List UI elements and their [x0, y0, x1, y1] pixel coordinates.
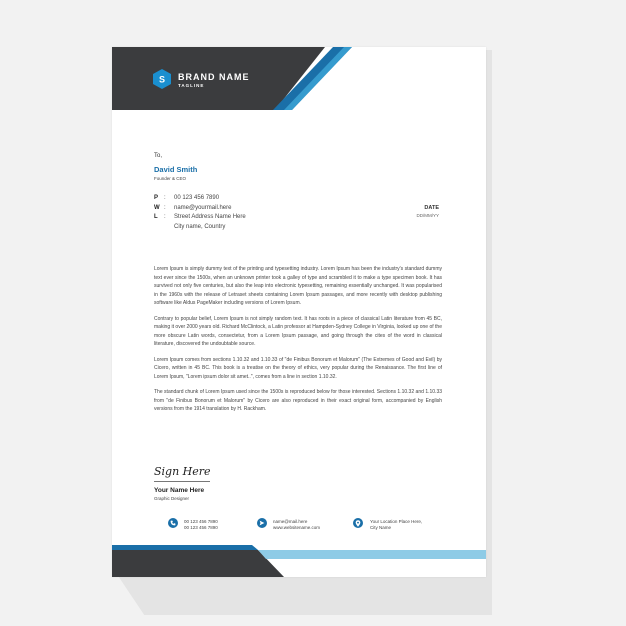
footer-web	[273, 519, 320, 531]
to-label: To,	[154, 153, 163, 159]
recipient-contact-block	[154, 194, 246, 232]
contact-row-city	[154, 223, 246, 233]
footer-email: name@mail.here	[273, 519, 308, 524]
letterhead-page	[112, 47, 486, 577]
footer-location-line1: Your Location Place Here,	[370, 519, 423, 524]
footer-phone-line1: 00 123 456 7890	[184, 519, 218, 524]
date-label: DATE	[424, 205, 439, 211]
contact-value: 00 123 456 7890	[174, 195, 220, 201]
contact-key: P	[154, 195, 159, 201]
footer-location-line2: City Name	[370, 525, 392, 530]
contact-key: L	[154, 214, 158, 220]
signer-name: Your Name Here	[154, 487, 205, 494]
brand-logo-icon	[152, 69, 172, 89]
signature-line	[154, 481, 210, 482]
contact-row-phone: P : 00 123 456 7890	[154, 194, 246, 204]
letter-body	[154, 265, 442, 421]
contact-row-location: L : Street Address Name Here	[154, 213, 246, 223]
signer-role: Graphic Designer	[154, 496, 190, 501]
footer-shapes	[112, 545, 486, 577]
contact-value: Street Address Name Here	[174, 214, 246, 220]
brand-tagline: TAGLINE	[178, 83, 205, 88]
footer-dark-band	[112, 550, 284, 577]
footer-blue-stripe	[112, 545, 258, 550]
footer-website: www.websitename.com	[273, 525, 321, 530]
recipient-name: David Smith	[154, 165, 198, 174]
body-paragraph: Lorem Ipsum comes from sections 1.10.32 and 1.10.33 of "de Finibus Bonorum et Malorum" (The Extremes of Good and Evil) by Cicero, written in 45 BC. This book is a treatise on the theory of ethics, very popular during the Renaissance. The first line of Lorem Ipsum, "Lorem ipsum dolor sit amet..", comes from a line in section 1.10.32.	[154, 356, 442, 380]
contact-row-web: W : name@yourmail.here	[154, 204, 246, 214]
brand-name: BRAND NAME	[178, 72, 250, 82]
footer-phone	[184, 519, 218, 531]
body-paragraph: The standard chunk of Lorem Ipsum used since the 1500s is reproduced below for those interested. Sections 1.10.32 and 1.10.33 from "de Finibus Bonorum et Malorum" by Cicero are also reproduced in their exact original form, accompanied by English versions from the 1914 translation by H. Rackham.	[154, 389, 442, 412]
footer-lightblue-band	[258, 550, 486, 559]
phone-icon	[168, 518, 178, 528]
body-paragraph: Lorem Ipsum is simply dummy text of the printing and typesetting industry. Lorem Ipsum has been the industry's standard dummy text ever since the 1500s, when an unknown printer took a galley of type and scrambled it to make a type specimen book. It has survived not only five centuries, but also the leap into electronic typesetting, remaining essentially unchanged. It was popularised in the 1960s with the release of Letraset sheets containing Lorem Ipsum passages, and more recently with desktop publishing software like Aldus PageMaker including versions of Lorem Ipsum.	[154, 266, 442, 306]
recipient-title: Founder & CEO	[154, 176, 187, 181]
svg-text:S: S	[158, 74, 166, 85]
body-paragraph: Contrary to popular belief, Lorem Ipsum is not simply random text. It has roots in a piece of classical Latin literature from 45 BC, making it over 2000 years old. Richard McClintock, a Latin professor at Hampden-Sydney College in Virginia, looked up one of the more obscure Latin words, consectetur, from a Lorem Ipsum passage, and going through the cites of the word in classical literature, discovered the undoubtable source.	[154, 315, 442, 347]
signature-script: Sign Here	[154, 465, 211, 478]
date-value: DD/MM/YY	[416, 213, 439, 218]
contact-value: City name, Country	[174, 223, 226, 230]
location-pin-icon	[353, 518, 363, 528]
contact-key: W	[154, 204, 160, 211]
send-icon	[257, 518, 267, 528]
footer-phone-line2: 00 123 456 7890	[184, 525, 218, 530]
contact-value: name@yourmail.here	[174, 204, 232, 211]
footer-location	[370, 519, 422, 531]
